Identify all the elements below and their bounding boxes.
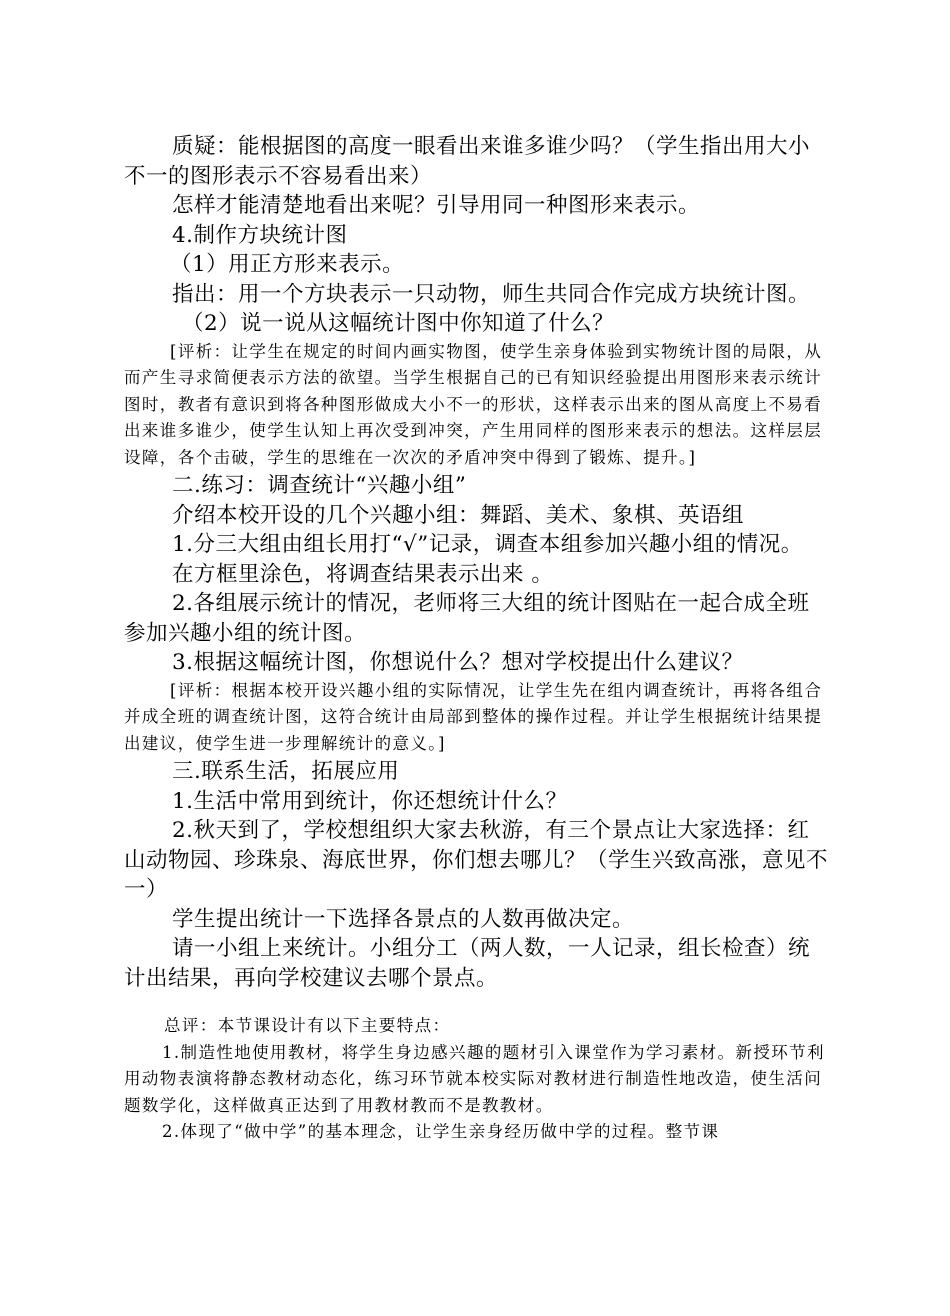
summary-heading: 总评：本节课设计有以下主要特点： (164, 1016, 451, 1035)
paragraph-step-4-2: （2）说一说从这幅统计图中你知道了什么？ (182, 311, 615, 336)
commentary-1: [评析：让学生在规定的时间内画实物图，使学生亲身体验到实物统计图的局限，从而产生寻求简便表示方法的欲望。当学生根据自己的已有知识经验提出用图形来表示统计图时，教者有意识到将各种图形做成大小不一的形状，这样表示出来的图从高度上不易看出来谁多谁少，使学生认知上再次受到冲突，产生用同样的图形来表示的想法。这样层层设障，各个击破，学生的思维在一次次的矛盾冲突中得到了锻炼、提升。] (124, 341, 823, 467)
commentary-2: [评析：根据本校开设兴趣小组的实际情况，让学生先在组内调查统计，再将各组合并成全班的调查统计图，这符合统计由局部到整体的操作过程。并让学生根据统计结果提出建议，使学生进一步理解统计的意义。] (124, 680, 823, 753)
spacer (124, 993, 830, 1013)
summary-point-2: 2.体现了“做中学”的基本理念，让学生亲身经历做中学的过程。整节课 (162, 1122, 720, 1141)
paragraph-practice-2: 2.各组展示统计的情况，老师将三大组的统计图贴在一起合成全班参加兴趣小组的统计图。 (124, 591, 810, 646)
paragraph-student-suggest: 学生提出统计一下选择各景点的人数再做决定。 (172, 906, 635, 932)
paragraph-point-out: 指出：用一个方块表示一只动物，师生共同合作完成方块统计图。 (172, 281, 811, 307)
paragraph-practice-1: 1.分三大组由组长用打“√”记录，调查本组参加兴趣小组的情况。 (172, 532, 803, 557)
paragraph-life-2: 2.秋天到了，学校想组织大家去秋游，有三个景点让大家选择：红山动物园、珍珠泉、海底世界，你们想去哪儿？（学生兴致高涨，意见不一） (124, 818, 829, 902)
heading-step-4: 4.制作方块统计图 (172, 222, 348, 248)
paragraph-practice-3: 3.根据这幅统计图，你想说什么？想对学校提出什么建议？ (172, 650, 744, 675)
paragraph-question: 质疑：能根据图的高度一眼看出来谁多谁少吗？（学生指出用大小不一的图形表示不容易看出来） (124, 134, 811, 189)
summary-point-1: 1.制造性地使用教材，将学生身边感兴趣的题材引入课堂作为学习素材。新授环节利用动物表演将静态教材动态化，练习环节就本校实际对教材进行制造性地改造，使生活问题数学化，这样做真正达到了用教材教而不是教教材。 (124, 1042, 825, 1115)
heading-section-3: 三.联系生活，拓展应用 (172, 759, 400, 784)
paragraph-group-count: 请一小组上来统计。小组分工（两人数，一人记录，组长检查）统计出结果，再向学校建议去哪个景点。 (124, 936, 811, 991)
paragraph-intro-groups: 介绍本校开设的几个兴趣小组：舞蹈、美术、象棋、英语组 (172, 502, 745, 528)
paragraph-guide: 怎样才能清楚地看出来呢？引导用同一种图形来表示。 (172, 193, 701, 218)
heading-section-2: 二.练习：调查统计“兴趣小组” (172, 473, 467, 498)
paragraph-life-1: 1.生活中常用到统计，你还想统计什么？ (172, 788, 568, 814)
document-body (124, 132, 830, 1146)
paragraph-step-4-1: （1）用正方形来表示。 (170, 252, 405, 277)
paragraph-color-boxes: 在方框里涂色，将调查结果表示出来 。 (172, 561, 554, 587)
